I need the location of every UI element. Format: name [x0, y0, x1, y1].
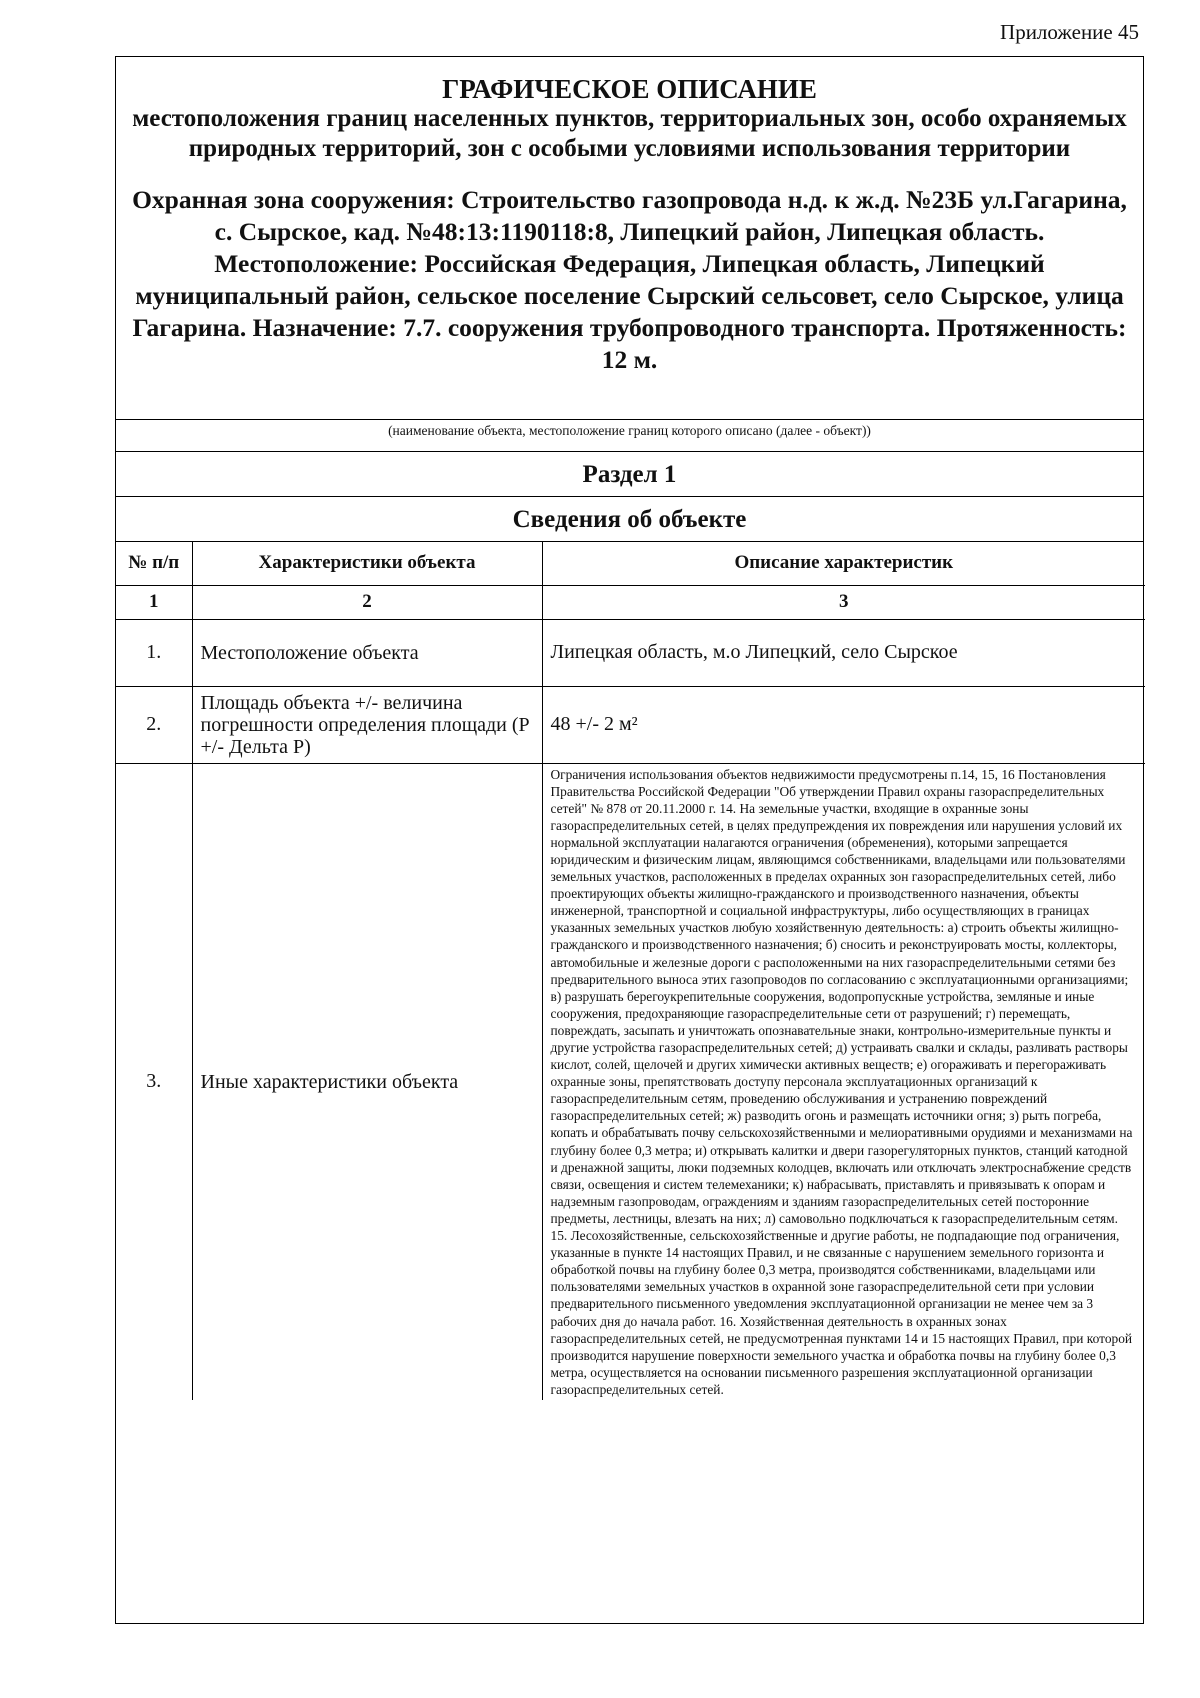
- column-header-number: № п/п: [116, 542, 192, 585]
- document-title: ГРАФИЧЕСКОЕ ОПИСАНИЕ: [442, 74, 817, 104]
- section-title: Сведения об объекте: [116, 497, 1143, 542]
- row-description: Ограничения использования объектов недвижимости предусмотрены п.14, 15, 16 Постановления Правительства Российской Федерации "Об утверждении Правил охраны газораспределительных сетей" № 878 от 20.11.2000 г. 14. На земельные участки, входящие в охранные зоны газораспределительных сетей, в целях предупреждения их повреждения или нарушения условий их нормальной эксплуатации налагаются ограничения (обременения), которыми запрещается юридическим и физическим лицам, являющимся собственниками, владельцами или пользователями земельных участков, расположенных в пределах охранных зон газораспределительных сетей, либо проектирующих объекты жилищно-гражданского и производственного назначения, объекты инженерной, транспортной и социальной инфраструктуры, либо осуществляющих в границах указанных земельных участков любую хозяйственную деятельность: а) строить объекты жилищно-гражданского и производственного назначения; б) сносить и реконструировать мосты, коллекторы, автомобильные и железные дороги с расположенными на них газораспределительными сетями без предварительного выноса этих газопроводов по согласованию с эксплуатационными организациями; в) разрушать берегоукрепительные сооружения, водопропускные устройства, земляные и иные сооружения, предохраняющие газораспределительные сети от разрушений; г) перемещать, повреждать, засыпать и уничтожать опознавательные знаки, контрольно-измерительные пункты и другие устройства газораспределительных сетей; д) устраивать свалки и склады, разливать растворы кислот, солей, щелочей и других химически активных веществ; е) огораживать и перегораживать охранные зоны, препятствовать доступу персонала эксплуатационных организаций к газораспределительным сетям, проведению обслуживания и устранению повреждений газораспределительных сетей; ж) разводить огонь и размещать источники огня; з) рыть погреба, копать и обрабатывать почву сельскохозяйственными и мелиоративными орудиями и механизмами на глубину более 0,3 метра; и) открывать калитки и двери газорегуляторных пунктов, станций катодной и дренажной защиты, люки подземных колодцев, включать или отключать электроснабжение средств связи, освещения и систем телемеханики; к) набрасывать, приставлять и привязывать к опорам и надземным газопроводам, ограждениям и зданиям газораспределительных сетей посторонние предметы, лестницы, влезать на них; л) самовольно подключаться к газораспределительным сетям. 15. Лесохозяйственные, сельскохозяйственные и другие работы, не подпадающие под ограничения, указанные в пункте 14 настоящих Правил, и не связанные с нарушением земельного горизонта и обработкой почвы на глубину более 0,3 метра, производятся собственниками, владельцами или пользователями земельных участков в охранной зоне газораспределительной сети при условии предварительного письменного уведомления эксплуатационной организации не менее чем за 3 рабочих дня до начала работ. 16. Хозяйственная деятельность в охранных зонах газораспределительных сетей, не предусмотренная пунктами 14 и 15 настоящих Правил, при которой производится нарушение поверхности земельного участка и обработка почвы на глубину более 0,3 метра, осуществляется на основании письменного разрешения эксплуатационной организации газораспределительных сетей.: [550, 766, 1133, 1397]
- column-number-row: [116, 585, 1145, 619]
- object-name-caption: (наименование объекта, местоположение границ которого описано (далее - объект)): [116, 420, 1143, 452]
- row-number: 2.: [116, 686, 192, 763]
- table-header-row: [116, 542, 1145, 585]
- row-number: 1.: [116, 619, 192, 686]
- table-row: [116, 763, 1145, 1400]
- row-characteristic: Иные характеристики объекта: [192, 763, 542, 1400]
- document-frame: [115, 56, 1144, 1624]
- object-info-table: [116, 542, 1145, 1400]
- section-number: Раздел 1: [116, 452, 1143, 497]
- column-number: 3: [542, 585, 1145, 619]
- row-description: Липецкая область, м.о Липецкий, село Сырское: [542, 619, 1145, 686]
- object-name: Охранная зона сооружения: Строительство газопровода н.д. к ж.д. №23Б ул.Гагарина, с. Сырское, кад. №48:13:1190118:8, Липецкий район, Липецкая область. Местоположение: Российская Федерация, Липецкая область, Липецкий муниципальный район, сельское поселение Сырский сельсовет, село Сырское, улица Гагарина. Назначение: 7.7. сооружения трубопроводного транспорта. Протяженность: 12 м.: [132, 185, 1127, 374]
- row-characteristic: Площадь объекта +/- величина погрешности определения площади (Р +/- Дельта Р): [192, 686, 542, 763]
- row-number: 3.: [116, 763, 192, 1400]
- row-characteristic: Местоположение объекта: [192, 619, 542, 686]
- column-number: 2: [192, 585, 542, 619]
- row-description: 48 +/- 2 м²: [542, 686, 1145, 763]
- table-row: [116, 686, 1145, 763]
- column-header-description: Описание характеристик: [542, 542, 1145, 585]
- table-row: [116, 619, 1145, 686]
- appendix-label: Приложение 45: [1000, 20, 1139, 44]
- document-subtitle: местоположения границ населенных пунктов, территориальных зон, особо охраняемых природных территорий, зон с особыми условиями использования территории: [132, 105, 1127, 162]
- column-number: 1: [116, 585, 192, 619]
- document-header: [116, 57, 1143, 420]
- column-header-characteristic: Характеристики объекта: [192, 542, 542, 585]
